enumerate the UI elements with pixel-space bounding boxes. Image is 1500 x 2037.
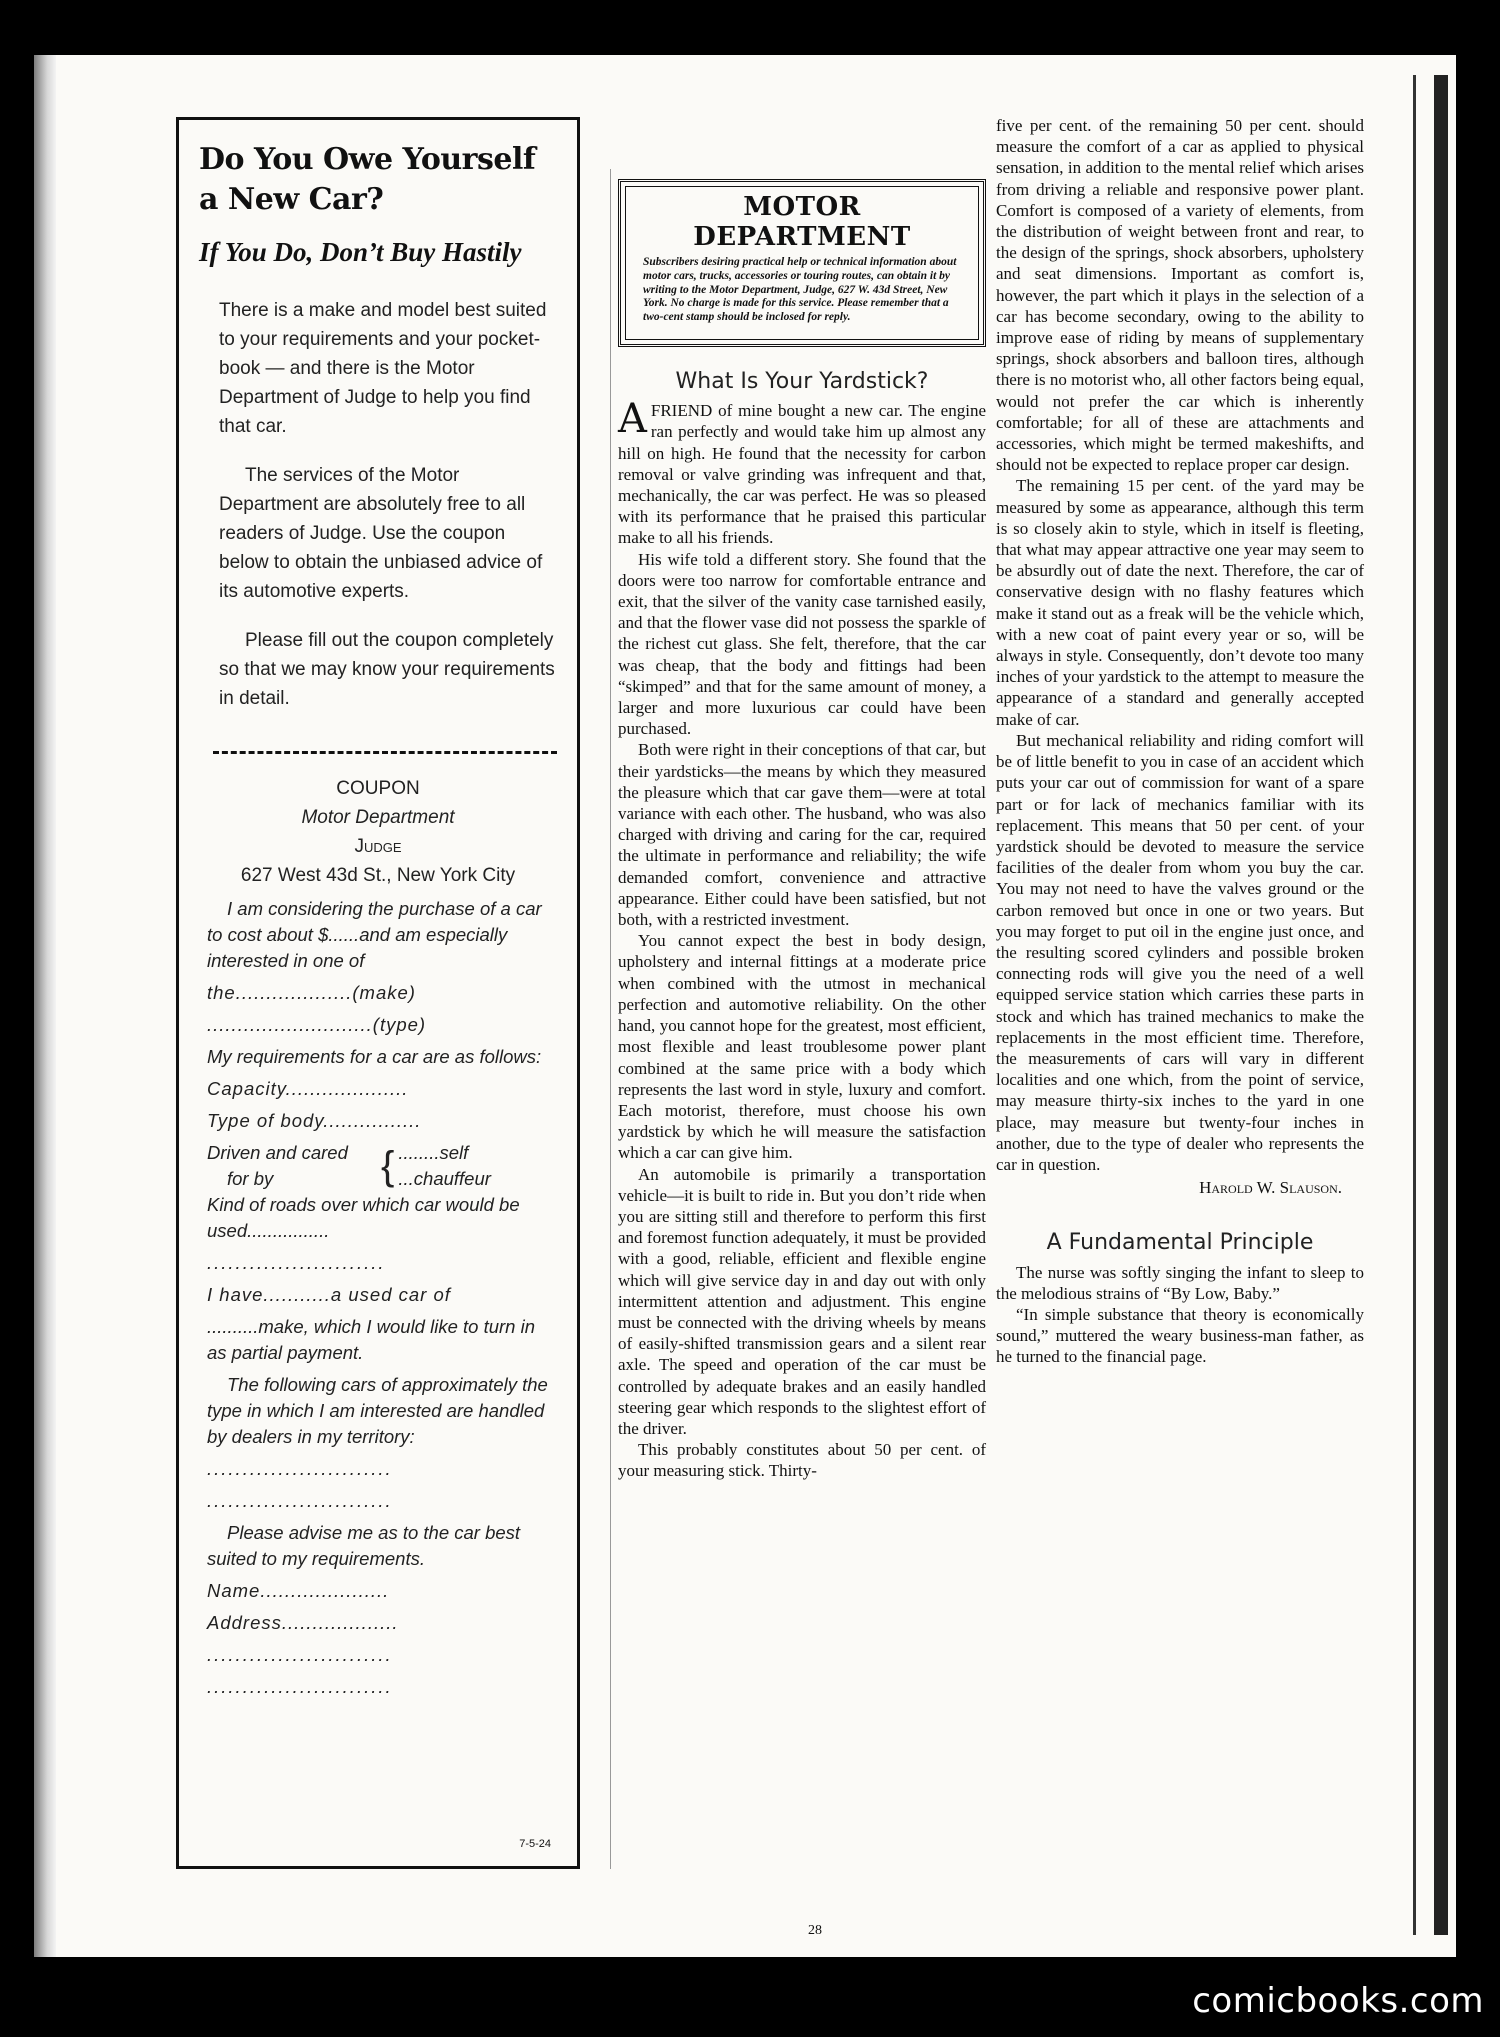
coupon-used-car-field[interactable]: I have...........a used car of bbox=[207, 1284, 451, 1305]
coupon-driven-label-2: for by bbox=[227, 1168, 274, 1189]
ad-paragraph-2: The services of the Motor Department are absolutely free to all readers of Judge. Use the coupon below to obtain the unbiased advice of its automotive experts. bbox=[219, 465, 543, 602]
article-paragraph-8: The remaining 15 per cent. of the yard may be measured by some as appearance, although this term is so closely akin to style, which in itself is fleeting, that what may appear attractive one year may seem to be absurdly out of date the next. Therefore, the car of conservative design with no flashy features which make it stand out as a freak will be the vehicle which, with a new coat of paint every year or so, will be always in style. Consequently, don’t devote too many inches of your yardstick to the attempt to measure the appearance of a standard and generally accepted make of car. bbox=[996, 476, 1364, 729]
article-paragraph-2: His wife told a different story. She found that the doors were too narrow for comfortable entrance and exit, that the silver of the vanity case tarnished easily, and that the flower vase did not possess the sparkle of the richest cut glass. She felt, therefore, that the car was cheap, that the body and fittings had been “skimped” and that for the same amount of money, a larger and more luxurious car could have been purchased. bbox=[618, 549, 986, 739]
coupon-purchase-line[interactable]: I am considering the purchase of a car to cost about $......and am especially interested in one of bbox=[207, 898, 542, 971]
coupon-advise-text: Please advise me as to the car best suited to my requirements. bbox=[207, 1522, 521, 1569]
site-watermark: comicbooks.com bbox=[1192, 1981, 1484, 2021]
coupon-body-field[interactable]: Type of body................ bbox=[207, 1110, 422, 1131]
coupon-dealer-line-2[interactable]: .......................... bbox=[207, 1490, 393, 1511]
coupon-capacity-field[interactable]: Capacity.................... bbox=[207, 1078, 409, 1099]
motor-department-box bbox=[618, 179, 986, 347]
coupon-cut-line bbox=[213, 751, 557, 754]
ad-paragraph-1: There is a make and model best suited to your requirements and your pocket-book — and there is the Motor Department of Judge to help you find that car. bbox=[219, 300, 547, 437]
second-article-paragraph-2: “In simple substance that theory is economically sound,” muttered the weary business-man father, as he turned to the financial page. bbox=[996, 1304, 1364, 1367]
page-binding bbox=[34, 55, 56, 1957]
coupon-title: COUPON bbox=[336, 778, 420, 799]
article-column-right bbox=[996, 115, 1364, 1368]
article-paragraph-7: five per cent. of the remaining 50 per cent. should measure the comfort of a car as applied to physical sensation, in addition to the mental relief which arises from driving a reliable and responsive power plant. Comfort is composed of a variety of elements, from the distribution of weight between front and rear, to the design of the springs, shock absorbers, upholstery and seat dimensions. Important as comfort is, however, the part which it plays in the selection of a car has become secondary, owing to the ability to improve ease of riding by means of supplementary springs, shock absorbers and balloon tires, although there is no motorist who, all other factors being equal, would not prefer the car which is inherently comfortable; for all of these are attachments and accessories, which might be termed makeshifts, and should not be expected to replace proper car design. bbox=[996, 116, 1364, 475]
coupon-blank-line[interactable]: ......................... bbox=[207, 1252, 386, 1273]
article-paragraph-9: But mechanical reliability and riding comfort will be of little benefit to you in case of an accident which puts your car out of commission for want of a spare part or for lack of mechanics familiar with its replacement. This means that 50 per cent. of your yardstick should be devoted to measure the service facilities of the dealer from whom you buy the car. You may not need to have the valves ground or the carbon removed but once in one or two years. But you may forget to put oil in the engine just once, and the resulting scored cylinders and possible broken connecting rods will give you the need of a well equipped service station which carries these parts in stock and which has trained mechanics to make the replacements in the most efficient time. Therefore, the measurements of cars will vary in different localities and one which, from the point of service, may measure thirty-six inches to the yard in one place, may measure but twenty-four inches in another, due to the type of dealer who represents the car in question. bbox=[996, 730, 1364, 1174]
drop-cap: A bbox=[618, 396, 647, 443]
ad-subheadline: If You Do, Don’t Buy Hastily bbox=[199, 237, 522, 267]
second-article-title: A Fundamental Principle bbox=[1046, 1230, 1314, 1256]
coupon-address-field[interactable]: Address................... bbox=[207, 1612, 399, 1633]
coupon-header bbox=[199, 774, 557, 890]
coupon-dealers-label: The following cars of approximately the type in which I am interested are handled by dealers in my territory: bbox=[207, 1374, 548, 1447]
coupon-department: Motor Department bbox=[301, 807, 455, 828]
coupon-self-option[interactable]: ........self bbox=[398, 1142, 469, 1163]
motor-department-title: MOTOR DEPARTMENT bbox=[693, 192, 911, 252]
coupon-roads-field[interactable]: Kind of roads over which car would be used................ bbox=[207, 1194, 520, 1241]
coupon-driven-field[interactable] bbox=[207, 1140, 557, 1192]
ad-paragraph-3: Please fill out the coupon completely so that we may know your requirements in detail. bbox=[219, 630, 555, 709]
column-rule bbox=[610, 169, 611, 1869]
coupon-type-field[interactable]: ...........................(type) bbox=[207, 1014, 427, 1035]
coupon-requirements-label: My requirements for a car are as follows: bbox=[207, 1046, 542, 1067]
coupon-date-code: 7-5-24 bbox=[519, 1838, 551, 1850]
magazine-page bbox=[34, 55, 1456, 1957]
second-article-paragraph-1: The nurse was softly singing the infant to sleep to the melodious strains of “By Low, Baby.” bbox=[996, 1262, 1364, 1303]
article-paragraph-4: You cannot expect the best in body design, upholstery and internal fittings at a moderate price when combined with the utmost in mechanical perfection and automotive reliability. On the other hand, you cannot hope for the greatest, most efficient, most flexible and least troublesome power plant combined at the same price with a body which represents the last word in style, luxury and comfort. Each motorist, therefore, must choose his own yardstick by which he will measure the satisfaction which a car can give him. bbox=[618, 931, 986, 1163]
article-column-middle bbox=[618, 363, 986, 1482]
coupon-chauffeur-option[interactable]: ...chauffeur bbox=[398, 1168, 491, 1189]
coupon-magazine: Judge bbox=[354, 836, 402, 857]
coupon-trade-in-field[interactable]: ..........make, which I would like to turn in as partial payment. bbox=[207, 1316, 535, 1363]
article-signature: Harold W. Slauson. bbox=[1199, 1178, 1342, 1198]
page-number: 28 bbox=[808, 1923, 822, 1938]
article-paragraph-6: This probably constitutes about 50 per cent. of your measuring stick. Thirty- bbox=[618, 1440, 986, 1481]
coupon-dealer-line-1[interactable]: .......................... bbox=[207, 1458, 393, 1479]
coupon-driven-label: Driven and cared bbox=[207, 1142, 348, 1163]
motor-department-text: Subscribers desiring practical help or technical information about motor cars, trucks, accessories or touring routes, can obtain it by writing to the Motor Department, Judge, 627 W. 43d Street, New York. No charge is made for this service. Please remember that a two-cent stamp should be inclosed for reply. bbox=[643, 256, 957, 324]
brace-icon: { bbox=[381, 1144, 395, 1188]
adjacent-page-edge bbox=[1434, 75, 1448, 1935]
article-paragraph-5: An automobile is primarily a transportation vehicle—it is built to ride in. But you don’t ride when you are sitting still and therefore to perform this first and foremost function adequately, it must be provided with a good, reliable, efficient and flexible engine which will give service day in and day out with only intermittent attention and adjustment. This engine must be connected with the driving wheels by means of easily-shifted transmission gears and a silent rear axle. The speed and operation of the car must be controlled by adequate brakes and an easily handled steering gear which responds to the slightest effort of the driver. bbox=[618, 1164, 986, 1438]
coupon-address-line-3[interactable]: .......................... bbox=[207, 1676, 393, 1697]
article-title: What Is Your Yardstick? bbox=[675, 369, 929, 394]
article-paragraph-1 bbox=[618, 396, 986, 548]
article-paragraph-3: Both were right in their conceptions of that car, but their yardsticks—the means by which they measured the pleasure which that car gave them—were at total variance with each other. The husband, who was also charged with driving and caring for the car, required the ultimate in performance and reliability; the wife demanded comfort, convenience and attractive appearance. Either could have been satisfied, but not both, with a restricted investment. bbox=[618, 740, 986, 930]
article-paragraph-1-text: FRIEND of mine bought a new car. The engine ran perfectly and would take him up almost any hill on high. He found that the necessity for carbon removal or valve grinding was infrequent and that, mechanically, the car was perfect. He was so pleased with its performance that he praised this particular make to all his friends. bbox=[618, 401, 986, 548]
adjacent-page-rule bbox=[1413, 75, 1416, 1935]
coupon-make-field[interactable]: the...................(make) bbox=[207, 982, 416, 1003]
coupon-advertisement bbox=[176, 117, 580, 1869]
coupon-name-field[interactable]: Name..................... bbox=[207, 1580, 390, 1601]
coupon-form bbox=[199, 896, 557, 1700]
coupon-address: 627 West 43d St., New York City bbox=[240, 865, 516, 886]
ad-headline: Do You Owe Yourself a New Car? bbox=[199, 142, 536, 217]
coupon-address-line-2[interactable]: .......................... bbox=[207, 1644, 393, 1665]
